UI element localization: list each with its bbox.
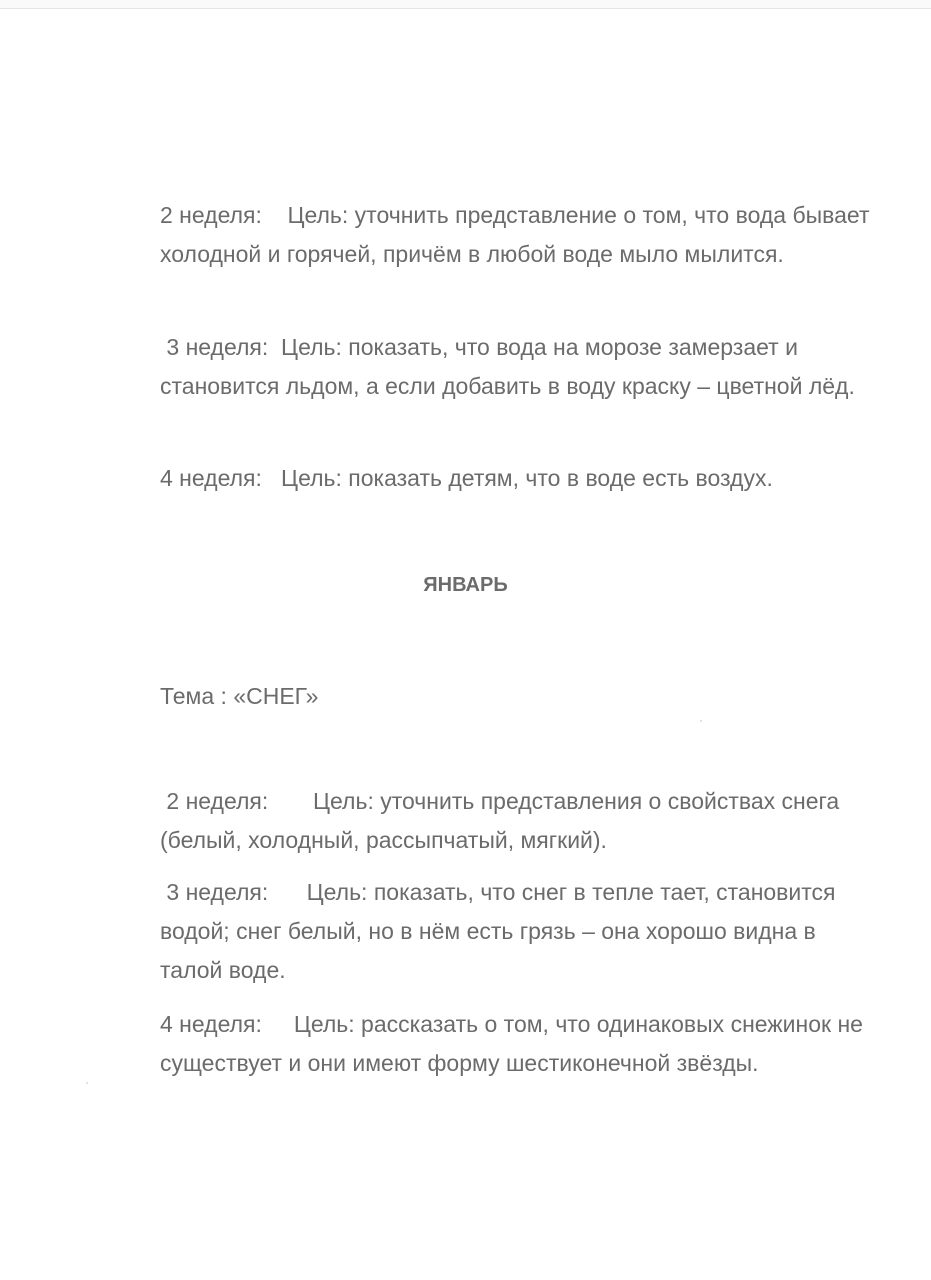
scan-speck xyxy=(86,1082,88,1084)
paragraph-week-3-melting: 3 неделя: Цель: показать, что снег в тепле тает, становится водой; снег белый, но в нём есть грязь – она хорошо видна в талой воде. xyxy=(160,879,842,983)
theme-line: Тема : «СНЕГ» xyxy=(160,683,319,709)
paragraph-week-2-snow: 2 неделя: Цель: уточнить представления о свойствах снега (белый, холодный, рассыпчатый, мягкий). xyxy=(160,788,846,853)
paragraph-week-2-water: 2 неделя: Цель: уточнить представление о том, что вода бывает холодной и горячей, причём в любой воде мыло мылится. xyxy=(160,202,876,267)
paragraph-week-4-snowflakes: 4 неделя: Цель: рассказать о том, что одинаковых снежинок не существует и они имеют форму шестиконечной звёзды. xyxy=(160,1011,870,1076)
scan-top-edge xyxy=(0,0,931,9)
scan-speck xyxy=(700,720,702,722)
paragraph-week-4-air: 4 неделя: Цель: показать детям, что в воде есть воздух. xyxy=(160,465,773,491)
paragraph-week-3-ice: 3 неделя: Цель: показать, что вода на морозе замерзает и становится льдом, а если добавить в воду краску – цветной лёд. xyxy=(160,334,855,399)
month-heading: ЯНВАРЬ xyxy=(423,574,508,596)
